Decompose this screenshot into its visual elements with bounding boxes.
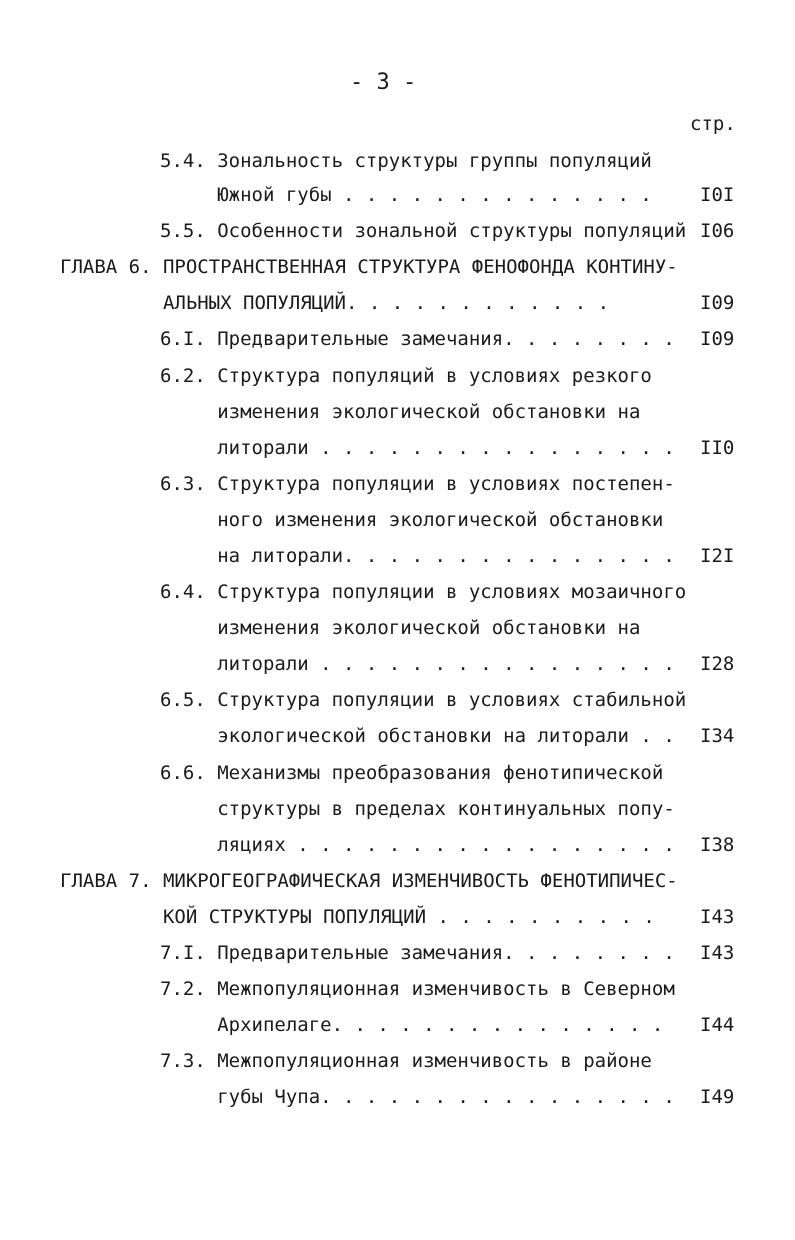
toc-section-line: 5.4. Зональность структуры группы популяций xyxy=(160,150,652,172)
toc-page-number: I38 xyxy=(700,834,735,856)
toc-page-number: I43 xyxy=(700,906,735,928)
toc-section-line: 6.5. Структура популяции в условиях стабильной xyxy=(160,689,687,711)
toc-section-line: 7.I. Предварительные замечания. . . . . . . . xyxy=(160,942,675,964)
toc-page-number: I34 xyxy=(700,725,735,747)
toc-page-number: I0I xyxy=(700,184,735,206)
toc-page-number: I43 xyxy=(700,942,735,964)
toc-section-line: 5.5. Особенности зональной структуры популяций xyxy=(160,220,687,242)
toc-page-number: I2I xyxy=(700,545,735,567)
toc-section-line: губы Чупа. . . . . . . . . . . . . . . . xyxy=(160,1086,675,1108)
toc-page-number: I09 xyxy=(700,292,735,314)
toc-section-line: структуры в пределах континуальных попу- xyxy=(160,798,675,820)
toc-section-line: литорали . . . . . . . . . . . . . . . . xyxy=(160,653,675,675)
toc-section-line: Архипелаге. . . . . . . . . . . . . . . xyxy=(160,1014,664,1036)
toc-section-line: литорали . . . . . . . . . . . . . . . . xyxy=(160,437,675,459)
toc-section-line: ляциях . . . . . . . . . . . . . . . . . xyxy=(160,834,675,856)
toc-chapter-line: АЛЬНЫХ ПОПУЛЯЦИЙ. . . . . . . . . . . . xyxy=(60,292,610,314)
toc-page-number: I28 xyxy=(700,653,735,675)
toc-chapter-line: ГЛАВА 6. ПРОСТРАНСТВЕННАЯ СТРУКТУРА ФЕНОФОНДА КОНТИНУ- xyxy=(60,256,678,278)
toc-section-line: изменения экологической обстановки на xyxy=(160,401,641,423)
toc-chapter-line: КОЙ СТРУКТУРЫ ПОПУЛЯЦИЙ . . . . . . . . . . xyxy=(60,906,655,928)
toc-page-number: I44 xyxy=(700,1014,735,1036)
toc-section-line: 7.3. Межпопуляционная изменчивость в районе xyxy=(160,1050,652,1072)
toc-section-line: на литорали. . . . . . . . . . . . . . . xyxy=(160,545,675,567)
page-column-label: стр. xyxy=(690,113,736,135)
toc-section-line: 6.2. Структура популяций в условиях резкого xyxy=(160,365,652,387)
toc-section-line: 6.6. Механизмы преобразования фенотипической xyxy=(160,762,664,784)
toc-section-line: экологической обстановки на литорали . . xyxy=(160,725,675,747)
toc-page-number: I06 xyxy=(700,220,735,242)
toc-page-number: I09 xyxy=(700,328,735,350)
toc-chapter-line: ГЛАВА 7. МИКРОГЕОГРАФИЧЕСКАЯ ИЗМЕНЧИВОСТЬ ФЕНОТИПИЧЕС- xyxy=(60,870,678,892)
toc-page-number: I49 xyxy=(700,1086,735,1108)
toc-section-line: 6.4. Структура популяции в условиях мозаичного xyxy=(160,581,687,603)
toc-section-line: 6.I. Предварительные замечания. . . . . . . . xyxy=(160,328,675,350)
toc-section-line: ного изменения экологической обстановки xyxy=(160,509,664,531)
toc-section-line: 6.3. Структура популяции в условиях постепен- xyxy=(160,473,675,495)
page-header: - 3 - xyxy=(350,70,417,95)
toc-page-number: II0 xyxy=(700,437,735,459)
toc-section-line: Южной губы . . . . . . . . . . . . . . xyxy=(160,184,652,206)
toc-section-line: изменения экологической обстановки на xyxy=(160,617,641,639)
toc-section-line: 7.2. Межпопуляционная изменчивость в Северном xyxy=(160,978,675,1000)
